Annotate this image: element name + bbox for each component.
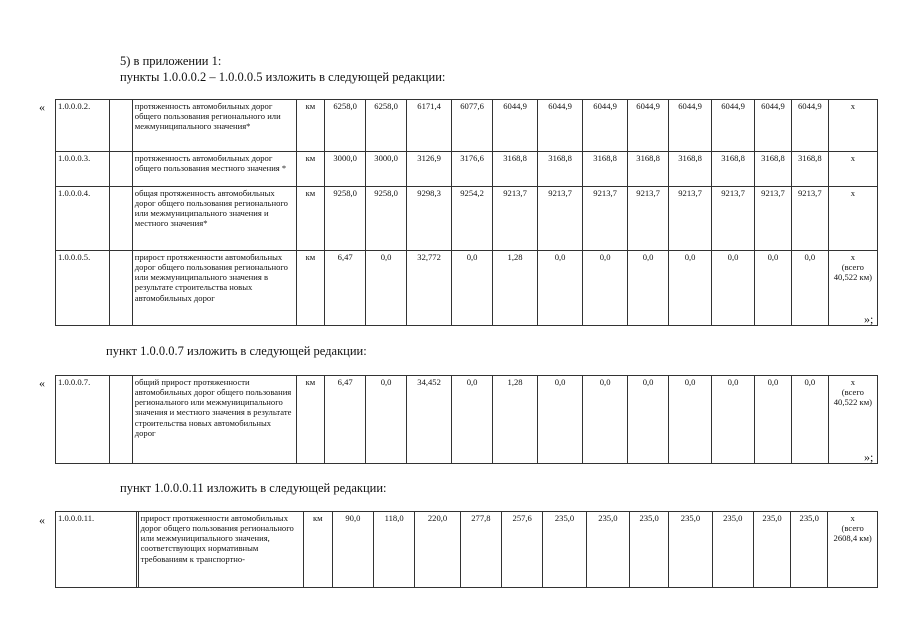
- row-value-cell: 6,47: [325, 251, 366, 326]
- row-code-cell: 1.0.0.0.4.: [56, 187, 110, 251]
- row-value-cell: 235,0: [669, 512, 712, 588]
- row-name-cell: протяженность автомобильных дорог общего пользования местного значения *: [132, 152, 296, 187]
- row-value-cell: 3168,8: [669, 152, 712, 187]
- row-x-mark: х: [850, 188, 856, 198]
- table-row: [56, 512, 878, 588]
- row-code-cell: 1.0.0.0.2.: [56, 100, 110, 152]
- row-unit-cell: км: [296, 251, 325, 326]
- table1-open-quote: «: [39, 100, 45, 114]
- row-value-cell: 235,0: [753, 512, 790, 588]
- row-value-cell: 9213,7: [538, 187, 583, 251]
- row-value-cell: 235,0: [630, 512, 669, 588]
- row-name-cell: протяженность автомобильных дорог общего пользования регионального или межмуниципального значения*: [132, 100, 296, 152]
- row-code-cell: 1.0.0.0.7.: [56, 376, 110, 464]
- row-value-cell: 3168,8: [583, 152, 628, 187]
- row-value-cell: 3168,8: [538, 152, 583, 187]
- row-value-cell: 0,0: [628, 376, 669, 464]
- row-value-cell: 6,47: [325, 376, 366, 464]
- row-value-cell: 9213,7: [712, 187, 755, 251]
- row-value-cell: 3176,6: [452, 152, 493, 187]
- table-row: [56, 187, 878, 251]
- row-x-note: (всего 40,522 км): [833, 387, 872, 408]
- row-value-cell: 0,0: [755, 251, 792, 326]
- row-value-cell: 6077,6: [452, 100, 493, 152]
- row-value-cell: 9213,7: [493, 187, 538, 251]
- row-value-cell: 9213,7: [628, 187, 669, 251]
- row-value-cell: 0,0: [712, 376, 755, 464]
- row-value-cell: 0,0: [755, 376, 792, 464]
- row-x-cell: [828, 152, 877, 187]
- row-value-cell: 9213,7: [755, 187, 792, 251]
- table1: [55, 99, 878, 326]
- row-value-cell: 0,0: [452, 376, 493, 464]
- row-value-cell: 3168,8: [493, 152, 538, 187]
- row-value-cell: 9298,3: [407, 187, 452, 251]
- row-value-cell: 235,0: [712, 512, 753, 588]
- table3-open-quote: «: [39, 513, 45, 527]
- row-unit-cell: км: [296, 152, 325, 187]
- row-value-cell: 9213,7: [791, 187, 828, 251]
- intro-line-2: пункты 1.0.0.0.2 – 1.0.0.0.5 изложить в следующей редакции:: [120, 70, 446, 84]
- row-value-cell: 6044,9: [583, 100, 628, 152]
- row-x-cell: [828, 512, 878, 588]
- row-value-cell: 1,28: [493, 251, 538, 326]
- row-value-cell: 6044,9: [791, 100, 828, 152]
- row-value-cell: 1,28: [493, 376, 538, 464]
- row-x-mark: х: [850, 252, 856, 262]
- row-value-cell: 6258,0: [325, 100, 366, 152]
- row-value-cell: 0,0: [628, 251, 669, 326]
- row-value-cell: 6258,0: [366, 100, 407, 152]
- row-value-cell: 0,0: [583, 376, 628, 464]
- row-value-cell: 3126,9: [407, 152, 452, 187]
- row-name-cell: общая протяженность автомобильных дорог общего пользования регионального или межмуниципального значения и местного значения*: [132, 187, 296, 251]
- row-value-cell: 6044,9: [669, 100, 712, 152]
- table-row: [56, 152, 878, 187]
- row-blank-cell: [110, 152, 133, 187]
- table2-body: [56, 376, 878, 464]
- table-row: [56, 251, 878, 326]
- table2-close-quote: »;: [864, 450, 874, 464]
- row-x-mark: х: [850, 377, 856, 387]
- row-value-cell: 0,0: [669, 251, 712, 326]
- row-value-cell: 3000,0: [366, 152, 407, 187]
- row-x-note: (всего 40,522 км): [833, 262, 872, 283]
- row-value-cell: 0,0: [538, 251, 583, 326]
- row-unit-cell: км: [296, 376, 325, 464]
- row-value-cell: 235,0: [543, 512, 586, 588]
- table1-body: [56, 100, 878, 326]
- intro-line-1: 5) в приложении 1:: [120, 54, 222, 68]
- row-value-cell: 0,0: [712, 251, 755, 326]
- row-blank-cell: [110, 251, 133, 326]
- mid-line-1: пункт 1.0.0.0.7 изложить в следующей редакции:: [106, 344, 367, 358]
- row-value-cell: 9258,0: [325, 187, 366, 251]
- row-x-cell: [828, 187, 877, 251]
- row-value-cell: 6044,9: [493, 100, 538, 152]
- row-x-mark: х: [850, 101, 856, 111]
- row-value-cell: 0,0: [538, 376, 583, 464]
- row-value-cell: 235,0: [791, 512, 828, 588]
- row-blank-cell: [110, 376, 133, 464]
- row-value-cell: 34,452: [407, 376, 452, 464]
- row-value-cell: 277,8: [460, 512, 501, 588]
- table-row: [56, 376, 878, 464]
- row-code-cell: 1.0.0.0.3.: [56, 152, 110, 187]
- table3-body: [56, 512, 878, 588]
- row-value-cell: 3168,8: [628, 152, 669, 187]
- row-x-mark: х: [850, 513, 855, 523]
- row-value-cell: 0,0: [452, 251, 493, 326]
- row-value-cell: 257,6: [502, 512, 543, 588]
- row-value-cell: 3168,8: [712, 152, 755, 187]
- row-value-cell: 6044,9: [712, 100, 755, 152]
- row-value-cell: 235,0: [586, 512, 629, 588]
- row-blank-cell: [110, 187, 133, 251]
- row-value-cell: 6171,4: [407, 100, 452, 152]
- row-unit-cell: км: [296, 187, 325, 251]
- row-x-mark: х: [850, 153, 856, 163]
- row-value-cell: 118,0: [374, 512, 415, 588]
- row-value-cell: 90,0: [332, 512, 373, 588]
- row-value-cell: 6044,9: [538, 100, 583, 152]
- row-x-note: (всего 2608,4 км): [833, 523, 872, 544]
- row-value-cell: 3168,8: [791, 152, 828, 187]
- table-row: [56, 100, 878, 152]
- table2-open-quote: «: [39, 376, 45, 390]
- row-value-cell: 3000,0: [325, 152, 366, 187]
- row-blank-cell: [110, 100, 133, 152]
- row-value-cell: 0,0: [791, 376, 828, 464]
- row-value-cell: 9213,7: [669, 187, 712, 251]
- row-value-cell: 9213,7: [583, 187, 628, 251]
- row-value-cell: 9254,2: [452, 187, 493, 251]
- row-unit-cell: км: [296, 100, 325, 152]
- row-value-cell: 9258,0: [366, 187, 407, 251]
- row-value-cell: 3168,8: [755, 152, 792, 187]
- row-code-cell: 1.0.0.0.11.: [56, 512, 137, 588]
- row-value-cell: 32,772: [407, 251, 452, 326]
- mid-line-2: пункт 1.0.0.0.11 изложить в следующей редакции:: [120, 481, 387, 495]
- table2: [55, 375, 878, 464]
- row-value-cell: 0,0: [366, 376, 407, 464]
- row-code-cell: 1.0.0.0.5.: [56, 251, 110, 326]
- row-value-cell: 6044,9: [755, 100, 792, 152]
- row-value-cell: 0,0: [583, 251, 628, 326]
- row-value-cell: 0,0: [791, 251, 828, 326]
- row-value-cell: 0,0: [669, 376, 712, 464]
- row-value-cell: 220,0: [415, 512, 460, 588]
- row-name-cell: прирост протяженности автомобильных дорог общего пользования регионального или межмуниципального значения, соответствующих нормативным требованиям к транспортно-: [138, 512, 303, 588]
- row-value-cell: 0,0: [366, 251, 407, 326]
- table3: [55, 511, 878, 588]
- row-name-cell: общий прирост протяженности автомобильных дорог общего пользования регионального или межмуниципального значения и местного значения в результате строительства новых автомобильных дорог: [132, 376, 296, 464]
- row-value-cell: 6044,9: [628, 100, 669, 152]
- row-x-cell: [828, 100, 877, 152]
- row-unit-cell: км: [303, 512, 332, 588]
- row-name-cell: прирост протяженности автомобильных дорог общего пользования регионального или межмуниципального значения в результате строительства новых автомобильных дорог: [132, 251, 296, 326]
- table1-close-quote: »;: [864, 312, 874, 326]
